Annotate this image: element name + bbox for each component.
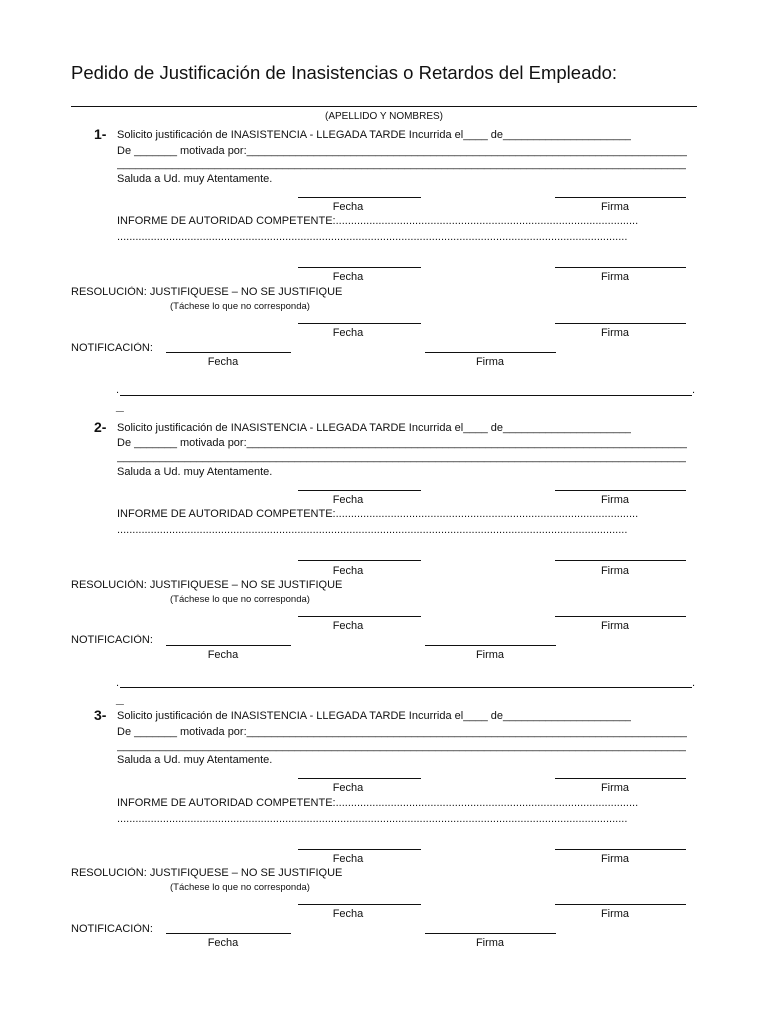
firma-label: Firma: [475, 649, 505, 661]
firma-label: Firma: [600, 565, 630, 577]
informe-line-1: INFORME DE AUTORIDAD COMPETENTE:...................................................................................................: [117, 797, 639, 809]
fecha-signature-line: [298, 616, 421, 617]
firma-signature-line: [555, 778, 686, 779]
separator-dot: .: [692, 677, 696, 689]
fecha-label: Fecha: [207, 356, 239, 368]
name-caption: (APELLIDO Y NOMBRES): [325, 111, 443, 122]
firma-label: Firma: [600, 327, 630, 339]
separator-dot: .: [116, 677, 120, 689]
resolucion-line: RESOLUCIÒN: JUSTIFIQUESE – NO SE JUSTIFIQUE: [71, 579, 343, 591]
request-line-1: Solicito justificación de INASISTENCIA - LLEGADA TARDE Incurrida el____ de_____________________: [117, 129, 632, 141]
section-separator: [120, 687, 692, 688]
firma-label: Firma: [600, 494, 630, 506]
firma-label: Firma: [600, 782, 630, 794]
firma-signature-line: [555, 197, 686, 198]
section-separator: [120, 395, 692, 396]
fecha-label: Fecha: [332, 327, 364, 339]
firma-label: Firma: [475, 356, 505, 368]
fecha-label: Fecha: [332, 565, 364, 577]
fecha-label: Fecha: [332, 271, 364, 283]
firma-label: Firma: [600, 271, 630, 283]
firma-label: Firma: [600, 201, 630, 213]
notificacion-fecha-line: [166, 645, 291, 646]
notificacion-firma-line: [425, 352, 556, 353]
name-line: [71, 106, 697, 107]
firma-signature-line: [555, 904, 686, 905]
firma-label: Firma: [600, 853, 630, 865]
fecha-label: Fecha: [207, 937, 239, 949]
section-number: 1-: [94, 126, 107, 142]
firma-signature-line: [555, 323, 686, 324]
request-line-2: De _______ motivada por:________________________________________________________________________: [117, 437, 688, 449]
fecha-signature-line: [298, 323, 421, 324]
notificacion-label: NOTIFICACIÒN:: [71, 342, 153, 354]
firma-signature-line: [555, 616, 686, 617]
firma-signature-line: [555, 560, 686, 561]
notificacion-firma-line: [425, 933, 556, 934]
informe-line-2: .......................................................................................................................................................................: [117, 524, 628, 536]
notificacion-label: NOTIFICACIÒN:: [71, 634, 153, 646]
fecha-label: Fecha: [332, 782, 364, 794]
informe-line-1: INFORME DE AUTORIDAD COMPETENTE:...................................................................................................: [117, 508, 639, 520]
request-line-2: De _______ motivada por:________________________________________________________________________: [117, 726, 688, 738]
fecha-signature-line: [298, 904, 421, 905]
informe-line-2: .......................................................................................................................................................................: [117, 231, 628, 243]
firma-label: Firma: [475, 937, 505, 949]
request-line-3: _____________________________________________________________________________________________: [117, 740, 686, 752]
section-number: 3-: [94, 707, 107, 723]
notificacion-fecha-line: [166, 352, 291, 353]
separator-dot: .: [692, 384, 696, 396]
fecha-signature-line: [298, 560, 421, 561]
firma-label: Firma: [600, 620, 630, 632]
separator-dot: .: [116, 384, 120, 396]
fecha-label: Fecha: [332, 908, 364, 920]
fecha-label: Fecha: [332, 494, 364, 506]
request-line-3: _____________________________________________________________________________________________: [117, 451, 686, 463]
request-line-1: Solicito justificación de INASISTENCIA - LLEGADA TARDE Incurrida el____ de_____________________: [117, 710, 632, 722]
firma-signature-line: [555, 849, 686, 850]
fecha-signature-line: [298, 490, 421, 491]
firma-signature-line: [555, 267, 686, 268]
fecha-signature-line: [298, 197, 421, 198]
resolucion-line: RESOLUCIÒN: JUSTIFIQUESE – NO SE JUSTIFIQUE: [71, 867, 343, 879]
fecha-label: Fecha: [332, 620, 364, 632]
fecha-label: Fecha: [332, 201, 364, 213]
tachese-note: (Táchese lo que no corresponda): [170, 882, 310, 893]
fecha-signature-line: [298, 849, 421, 850]
separator-dash: _: [116, 690, 124, 706]
tachese-note: (Táchese lo que no corresponda): [170, 594, 310, 605]
request-line-2: De _______ motivada por:________________________________________________________________________: [117, 145, 688, 157]
firma-label: Firma: [600, 908, 630, 920]
resolucion-line: RESOLUCIÒN: JUSTIFIQUESE – NO SE JUSTIFIQUE: [71, 286, 343, 298]
notificacion-label: NOTIFICACIÒN:: [71, 923, 153, 935]
informe-line-2: .......................................................................................................................................................................: [117, 813, 628, 825]
page-title: Pedido de Justificación de Inasistencias o Retardos del Empleado:: [71, 62, 618, 83]
fecha-signature-line: [298, 778, 421, 779]
salutation: Saluda a Ud. muy Atentamente.: [117, 754, 273, 766]
section-number: 2-: [94, 419, 107, 435]
salutation: Saluda a Ud. muy Atentamente.: [117, 173, 273, 185]
firma-signature-line: [555, 490, 686, 491]
separator-dash: _: [116, 397, 124, 413]
request-line-3: _____________________________________________________________________________________________: [117, 158, 686, 170]
notificacion-fecha-line: [166, 933, 291, 934]
salutation: Saluda a Ud. muy Atentamente.: [117, 466, 273, 478]
fecha-label: Fecha: [207, 649, 239, 661]
fecha-signature-line: [298, 267, 421, 268]
notificacion-firma-line: [425, 645, 556, 646]
fecha-label: Fecha: [332, 853, 364, 865]
request-line-1: Solicito justificación de INASISTENCIA - LLEGADA TARDE Incurrida el____ de_____________________: [117, 422, 632, 434]
tachese-note: (Táchese lo que no corresponda): [170, 301, 310, 312]
informe-line-1: INFORME DE AUTORIDAD COMPETENTE:...................................................................................................: [117, 215, 639, 227]
